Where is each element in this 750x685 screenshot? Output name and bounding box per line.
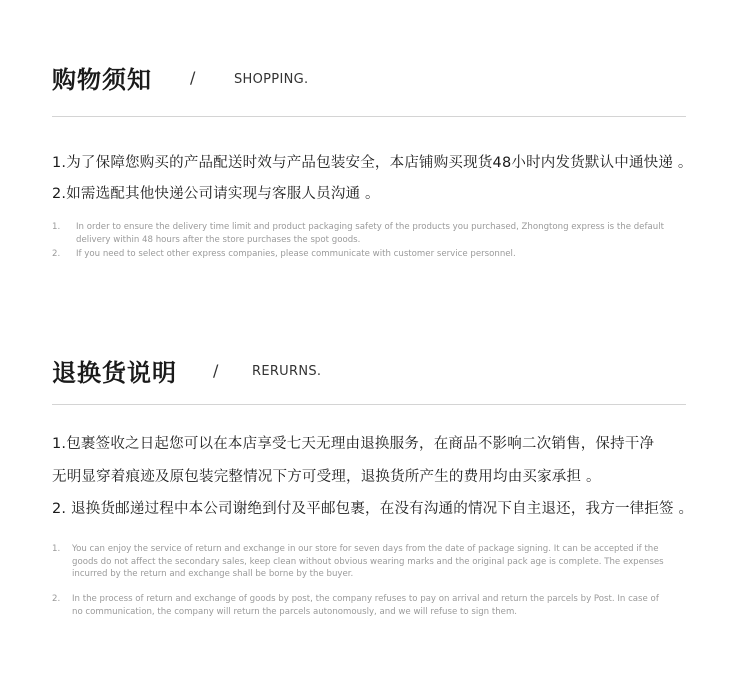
returns-zh-line-1: 1.包裹签收之日起您可以在本店享受七天无理由退换服务，在商品不影响二次销售，保持干净 bbox=[52, 436, 655, 452]
en-item-number: 1. bbox=[52, 544, 61, 554]
shopping-zh-line-1: 1.为了保障您购买的产品配送时效与产品包装安全，本店铺购买现货48小时内发货默认中通快递 。 bbox=[52, 155, 693, 171]
returns-title-en: RERURNS. bbox=[252, 364, 322, 379]
shopping-title-en: SHOPPING. bbox=[234, 72, 309, 87]
returns-zh-line-2: 无明显穿着痕迹及原包装完整情况下方可受理，退换货所产生的费用均由买家承担 。 bbox=[52, 469, 601, 485]
returns-header bbox=[0, 353, 750, 393]
en-item-number: 2. bbox=[52, 594, 61, 604]
en-item-number: 2. bbox=[52, 249, 61, 259]
header-slash: / bbox=[213, 361, 219, 380]
divider bbox=[52, 116, 686, 117]
en-item-text: In the process of return and exchange of goods by post, the company refuses to pay on arrival and return the parcels by Post. In case of no communication, the company will return the parcels autonomously, and we will refuse to sign them. bbox=[72, 594, 659, 617]
shopping-en-item-1 bbox=[52, 221, 672, 247]
en-item-number: 1. bbox=[52, 222, 61, 232]
returns-en-item-2 bbox=[52, 593, 672, 619]
returns-en-item-1 bbox=[52, 543, 672, 581]
header-slash: / bbox=[190, 68, 196, 87]
en-item-text: In order to ensure the delivery time limit and product packaging safety of the products you purchased, Zhongtong express is the default delivery within 48 hours after the store purchases the spot goods. bbox=[76, 222, 664, 245]
shopping-title-zh: 购物须知 bbox=[52, 66, 152, 94]
shopping-zh-line-2: 2.如需选配其他快递公司请实现与客服人员沟通 。 bbox=[52, 186, 380, 202]
en-item-text: If you need to select other express companies, please communicate with customer service personnel. bbox=[76, 249, 516, 259]
shopping-en-item-2 bbox=[52, 248, 672, 261]
returns-title-zh: 退换货说明 bbox=[52, 359, 177, 387]
returns-zh-line-3: 2. 退换货邮递过程中本公司谢绝到付及平邮包裹，在没有沟通的情况下自主退还，我方一律拒签 。 bbox=[52, 501, 694, 517]
divider bbox=[52, 404, 686, 405]
en-item-text: You can enjoy the service of return and exchange in our store for seven days from the date of package signing. It can be accepted if the goods do not affect the secondary sales, keep clean without obvious wearing marks and the original pack age is complete. The expenses incurred by the return and exchange shall be borne by the buyer. bbox=[72, 544, 664, 579]
shopping-header bbox=[0, 60, 750, 100]
